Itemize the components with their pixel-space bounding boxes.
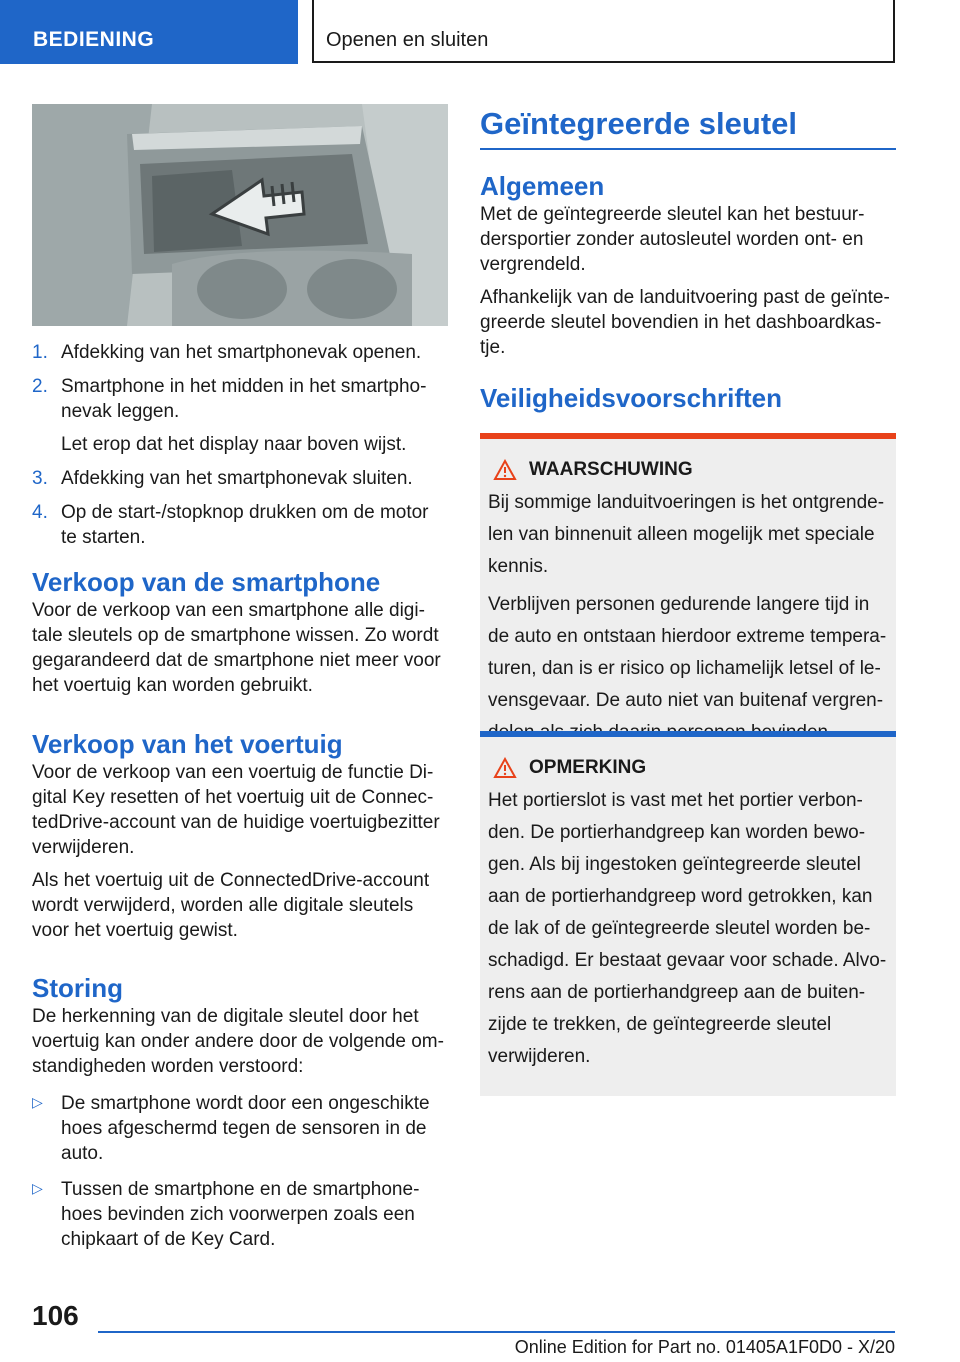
- list-item: [32, 1177, 448, 1252]
- warning-title: [488, 457, 888, 482]
- step-item: [32, 466, 448, 491]
- paragraph-line: Voor de verkoop van een voertuig de functie Di-: [32, 762, 434, 783]
- paragraph-line: vensgevaar. De auto niet van buitenaf vergren-: [488, 690, 884, 711]
- paragraph-line: de lak of de geïntegreerde sleutel worden be-: [488, 918, 871, 939]
- page-title: Geïntegreerde sleutel: [480, 106, 798, 141]
- chapter-tab: [312, 0, 895, 63]
- step-item: [32, 340, 448, 365]
- triangle-bullet-icon: ▷: [32, 1180, 43, 1196]
- paragraph-line: kennis.: [488, 556, 549, 577]
- warning-triangle-icon: [493, 459, 517, 481]
- integrated-key-section: [480, 104, 896, 414]
- paragraph-line: tje.: [480, 337, 506, 358]
- paragraph-line: verwijderen.: [32, 837, 135, 858]
- step-note: Let erop dat het display naar boven wijst.: [61, 434, 407, 455]
- paragraph-line: gen. Als bij ingestoken geïntegreerde sleutel: [488, 854, 861, 875]
- note-box: [480, 731, 896, 1096]
- instruction-steps: [32, 340, 448, 559]
- smartphone-compartment-photo: [32, 104, 448, 326]
- paragraph-line: tedDrive-account van de huidige voertuigbezitter: [32, 812, 440, 833]
- footer-rule: [98, 1331, 895, 1333]
- paragraph-line: De herkenning van de digitale sleutel door het: [32, 1006, 419, 1027]
- list-item-text: Tussen de smartphone en de smartphone-: [61, 1179, 420, 1200]
- section-label: BEDIENING: [33, 28, 155, 51]
- paragraph-line: voertuig kan onder andere door de volgende om-: [32, 1031, 444, 1052]
- step-number: 2.: [32, 376, 48, 397]
- paragraph-line: wordt verwijderd, worden alle digitale sleutels: [32, 895, 414, 916]
- section-heading: Veiligheidsvoorschriften: [480, 383, 782, 413]
- section-heading: Storing: [32, 973, 123, 1003]
- malfunction-section: [32, 972, 448, 1263]
- list-item-text: hoes bevinden zich voorwerpen zoals een: [61, 1204, 415, 1225]
- step-number: 4.: [32, 502, 48, 523]
- paragraph-line: Als het voertuig uit de ConnectedDrive-account: [32, 870, 430, 891]
- section-heading: Algemeen: [480, 171, 605, 201]
- paragraph-line: Bij sommige landuitvoeringen is het ontgrende-: [488, 492, 885, 513]
- paragraph-line: gegarandeerd dat de smartphone niet meer voor: [32, 650, 441, 671]
- paragraph-line: standigheden worden verstoord:: [32, 1056, 304, 1077]
- paragraph-line: aan de portierhandgreep word getrokken, kan: [488, 886, 873, 907]
- paragraph-line: greerde sleutel bovendien in het dashboardkas-: [480, 312, 882, 333]
- paragraph-line: schadigd. Er bestaat gevaar voor schade. Alvo-: [488, 950, 887, 971]
- caution-triangle-icon: [493, 757, 517, 779]
- page-number: 106: [32, 1300, 79, 1331]
- step-text: Smartphone in het midden in het smartpho-: [61, 376, 427, 397]
- paragraph-line: voor het voertuig gewist.: [32, 920, 238, 941]
- paragraph-line: tale sleutels op de smartphone wissen. Zo wordt: [32, 625, 439, 646]
- paragraph-line: vergrendeld.: [480, 254, 586, 275]
- paragraph-line: den. De portierhandgreep kan worden bewo-: [488, 822, 866, 843]
- warning-label: WAARSCHUWING: [529, 459, 693, 480]
- section-tab: [0, 0, 298, 64]
- step-text: Afdekking van het smartphonevak openen.: [61, 342, 422, 363]
- chapter-label: Openen en sluiten: [326, 29, 489, 51]
- triangle-bullet-icon: ▷: [32, 1094, 43, 1110]
- list-item: [32, 1091, 448, 1166]
- list-item-text: hoes afgeschermd tegen de sensoren in de: [61, 1118, 427, 1139]
- step-text: nevak leggen.: [61, 401, 180, 422]
- paragraph-line: zijde te trekken, de geïntegreerde sleutel: [488, 1014, 832, 1035]
- paragraph-line: Het portierslot is vast met het portier verbon-: [488, 790, 863, 811]
- section-heading: Verkoop van de smartphone: [32, 567, 381, 597]
- paragraph-line: rens aan de portierhandgreep aan de buiten-: [488, 982, 866, 1003]
- step-number: 3.: [32, 468, 48, 489]
- list-item-text: auto.: [61, 1143, 104, 1164]
- step-item: [32, 500, 448, 550]
- paragraph-line: gital Key resetten of het voertuig uit de Connec-: [32, 787, 434, 808]
- paragraph-line: Verblijven personen gedurende langere tijd in: [488, 594, 870, 615]
- paragraph-line: het voertuig kan worden gebruikt.: [32, 675, 313, 696]
- edition-text: Online Edition for Part no. 01405A1F0D0 - X/20: [514, 1337, 895, 1357]
- list-item-text: chipkaart of de Key Card.: [61, 1229, 276, 1250]
- paragraph-line: turen, dan is er risico op lichamelijk letsel of le-: [488, 658, 881, 679]
- warning-box: [480, 433, 896, 772]
- step-number: 1.: [32, 342, 48, 363]
- step-item: [32, 374, 448, 457]
- step-text: te starten.: [61, 527, 146, 548]
- paragraph-line: Voor de verkoop van een smartphone alle digi-: [32, 600, 425, 621]
- note-label: OPMERKING: [529, 757, 647, 778]
- sale-phone-section: [32, 566, 448, 698]
- section-heading: Verkoop van het voertuig: [32, 729, 343, 759]
- sale-vehicle-section: [32, 728, 448, 943]
- paragraph-line: dersportier zonder autosleutel worden ont- en: [480, 229, 864, 250]
- paragraph-line: len van binnenuit alleen mogelijk met speciale: [488, 524, 875, 545]
- paragraph-line: Afhankelijk van de landuitvoering past de geïnte-: [480, 287, 890, 308]
- step-text: Afdekking van het smartphonevak sluiten.: [61, 468, 413, 489]
- paragraph-line: de auto en ontstaan hierdoor extreme tempera-: [488, 626, 887, 647]
- note-title: [488, 755, 888, 780]
- paragraph-line: verwijderen.: [488, 1046, 591, 1067]
- paragraph-line: Met de geïntegreerde sleutel kan het bestuur-: [480, 204, 865, 225]
- step-text: Op de start-/stopknop drukken om de motor: [61, 502, 429, 523]
- list-item-text: De smartphone wordt door een ongeschikte: [61, 1093, 430, 1114]
